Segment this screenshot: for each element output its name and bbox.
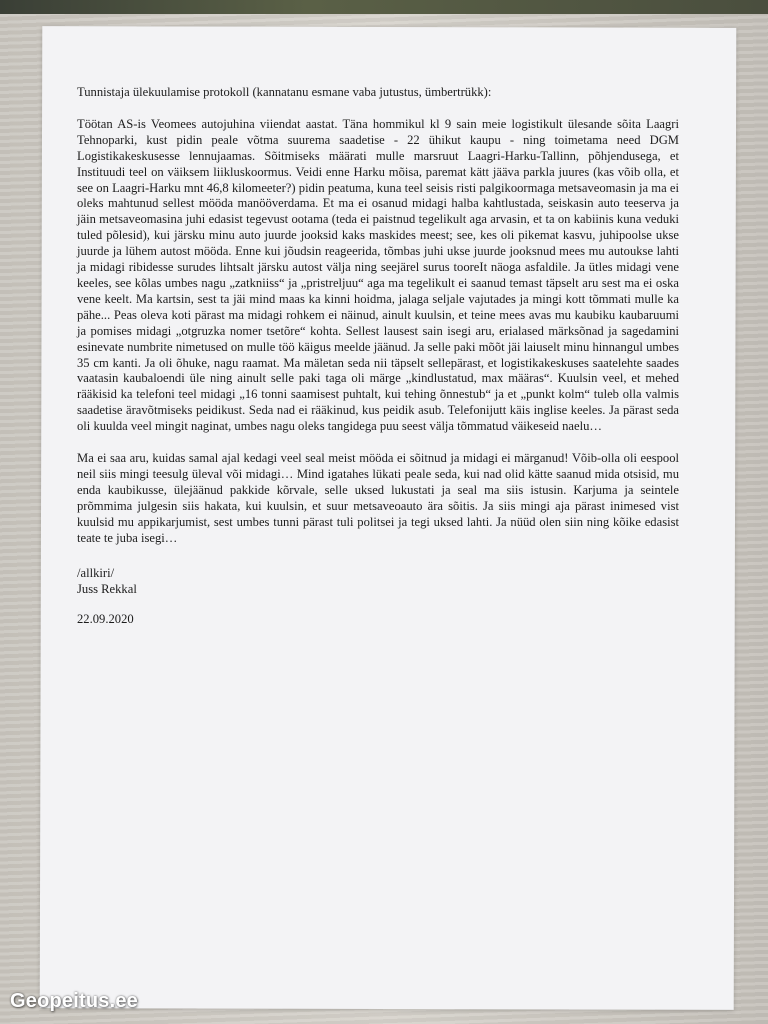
signer-name: Juss Rekkal: [77, 582, 137, 597]
background-strip: [0, 0, 768, 14]
statement-paragraph-2: Ma ei saa aru, kuidas samal ajal kedagi veel seal meist mööda ei sõitnud ja midagi ei märganud! Võib-olla oli eespool neil siis mingi teesulg üleval või midagi… Mind igatahes lükati peale seda, kui nad olid kätte saanud mida otsisid, mu enda kaubikusse, ülejäänud pakkide kõrvale, selle uksed lukustati ja seal ma siis istusin. Karjuma ja seintele prõmmima julgesin siis hakata, kui kuulsin, et suur metsaveoauto ära sõitis. Ja siis mingi aja pärast inimesed vist kuulsid mu appikarjumist, sest umbes tunni pärast tuli politsei ja tegi uksed lahti. Ja nüüd olen siin ning kõike edasist teate te juba isegi…: [77, 451, 679, 545]
statement-paragraph-1: Töötan AS-is Veomees autojuhina viiendat aastat. Täna hommikul kl 9 sain meie logistikult ülesande sõita Laagri Tehnoparki, kust pidin peale võtma suurema saadetise - 22 ühikut kaupu - ning toimetama need DGM Logistikakeskusesse lennujaamas. Sõitmiseks määrati mulle marsruut Laagri-Harku-Tallinn, põhjendusega, et Instituudi teel on väiksem liikluskoormus. Veidi enne Harku mõisa, paremat kätt jääva parkla juures (kas võib olla, et see on Laagri-Harku mnt 46,8 kilomeeter?) pidin peatuma, kuna teel seisis risti palgikoormaga metsaveomasin ja ma ei oleks mahtunud sellest mööda manööverdama. Et ma ei osanud midagi halba kahtlustada, seiskasin auto teeserva ja jäin metsaveomasina juhi edasist tegevust ootama (teda ei paistnud tegelikult aga arvasin, et ta on kabiinis kuna veduki tuled põlesid), kui järsku minu auto juurde jooksid kaks maskides meest; see, kes oli pikemat kasvu, juhipoolse ukse juurde ja lühem autost mööda. Enne kui jõudsin reageerida, tõmbas juhi ukse juurde jooksnud mees mu autoukse lahti ja midagi ribidesse surudes lihtsalt järsku autost välja ning seejärel surus tooreIt näoga asfaldile. Ja ütles midagi vene keeles, see kõlas umbes nagu „zatkniiss“ ja „pristreljuu“ aga ma tegelikult ei saanud temast täpselt aru sest ma ei oska vene keelt. Ma kartsin, sest ta jäi mind maas ka kinni hoidma, jalaga seljale vajutades ja mingi kott tõmmati mulle ka pähe... Peas oleva koti pärast ma midagi rohkem ei näinud, ainult kuulsin, et teine mees avas mu kaubiku kaubaruumi ja pomises midagi „otgruzka nomer tsetõre“ kohta. Sellest lausest sain isegi aru, erialased märksõnad ja sagedamini esinevate numbrite nimetused on mulle töö käigus meelde jäänud. Ja selle paki mõõt jäi laiuselt minu hinnangul umbes 35 cm kanti. Ja oli õhuke, nagu raamat. Ma mäletan seda nii täpselt sellepärast, et logistikakeskuses saatelehte saades vaatasin kaubaloendi üle ning ainult selle paki taga oli märge „kindlustatud, max määras“. Kuulsin veel, et mehed rääkisid ka telefoni teel midagi „16 tonni saamisest puhtalt, kui tehing õnnestub“ ja et „punkt kolm“ tuleb olla valmis saadetise äravõtmiseks peidikust. Seda nad ei rääkinud, kus peidik asub. Telefonijutt käis inglise keeles. Ja pärast seda oli kuulda veel mingit naginat, umbes nagu oleks tangidega puu seest välja tõmmatud väikeseid naelu…: [77, 116, 679, 434]
signature-label: /allkiri/: [77, 566, 115, 581]
document-date: 22.09.2020: [77, 612, 134, 627]
document-content: [77, 85, 679, 628]
signature-block: [77, 566, 679, 628]
site-watermark: Geopeitus.ee: [10, 990, 138, 1012]
document-title: Tunnistaja ülekuulamise protokoll (kannatanu esmane vaba jutustus, ümbertrükk):: [77, 85, 492, 99]
